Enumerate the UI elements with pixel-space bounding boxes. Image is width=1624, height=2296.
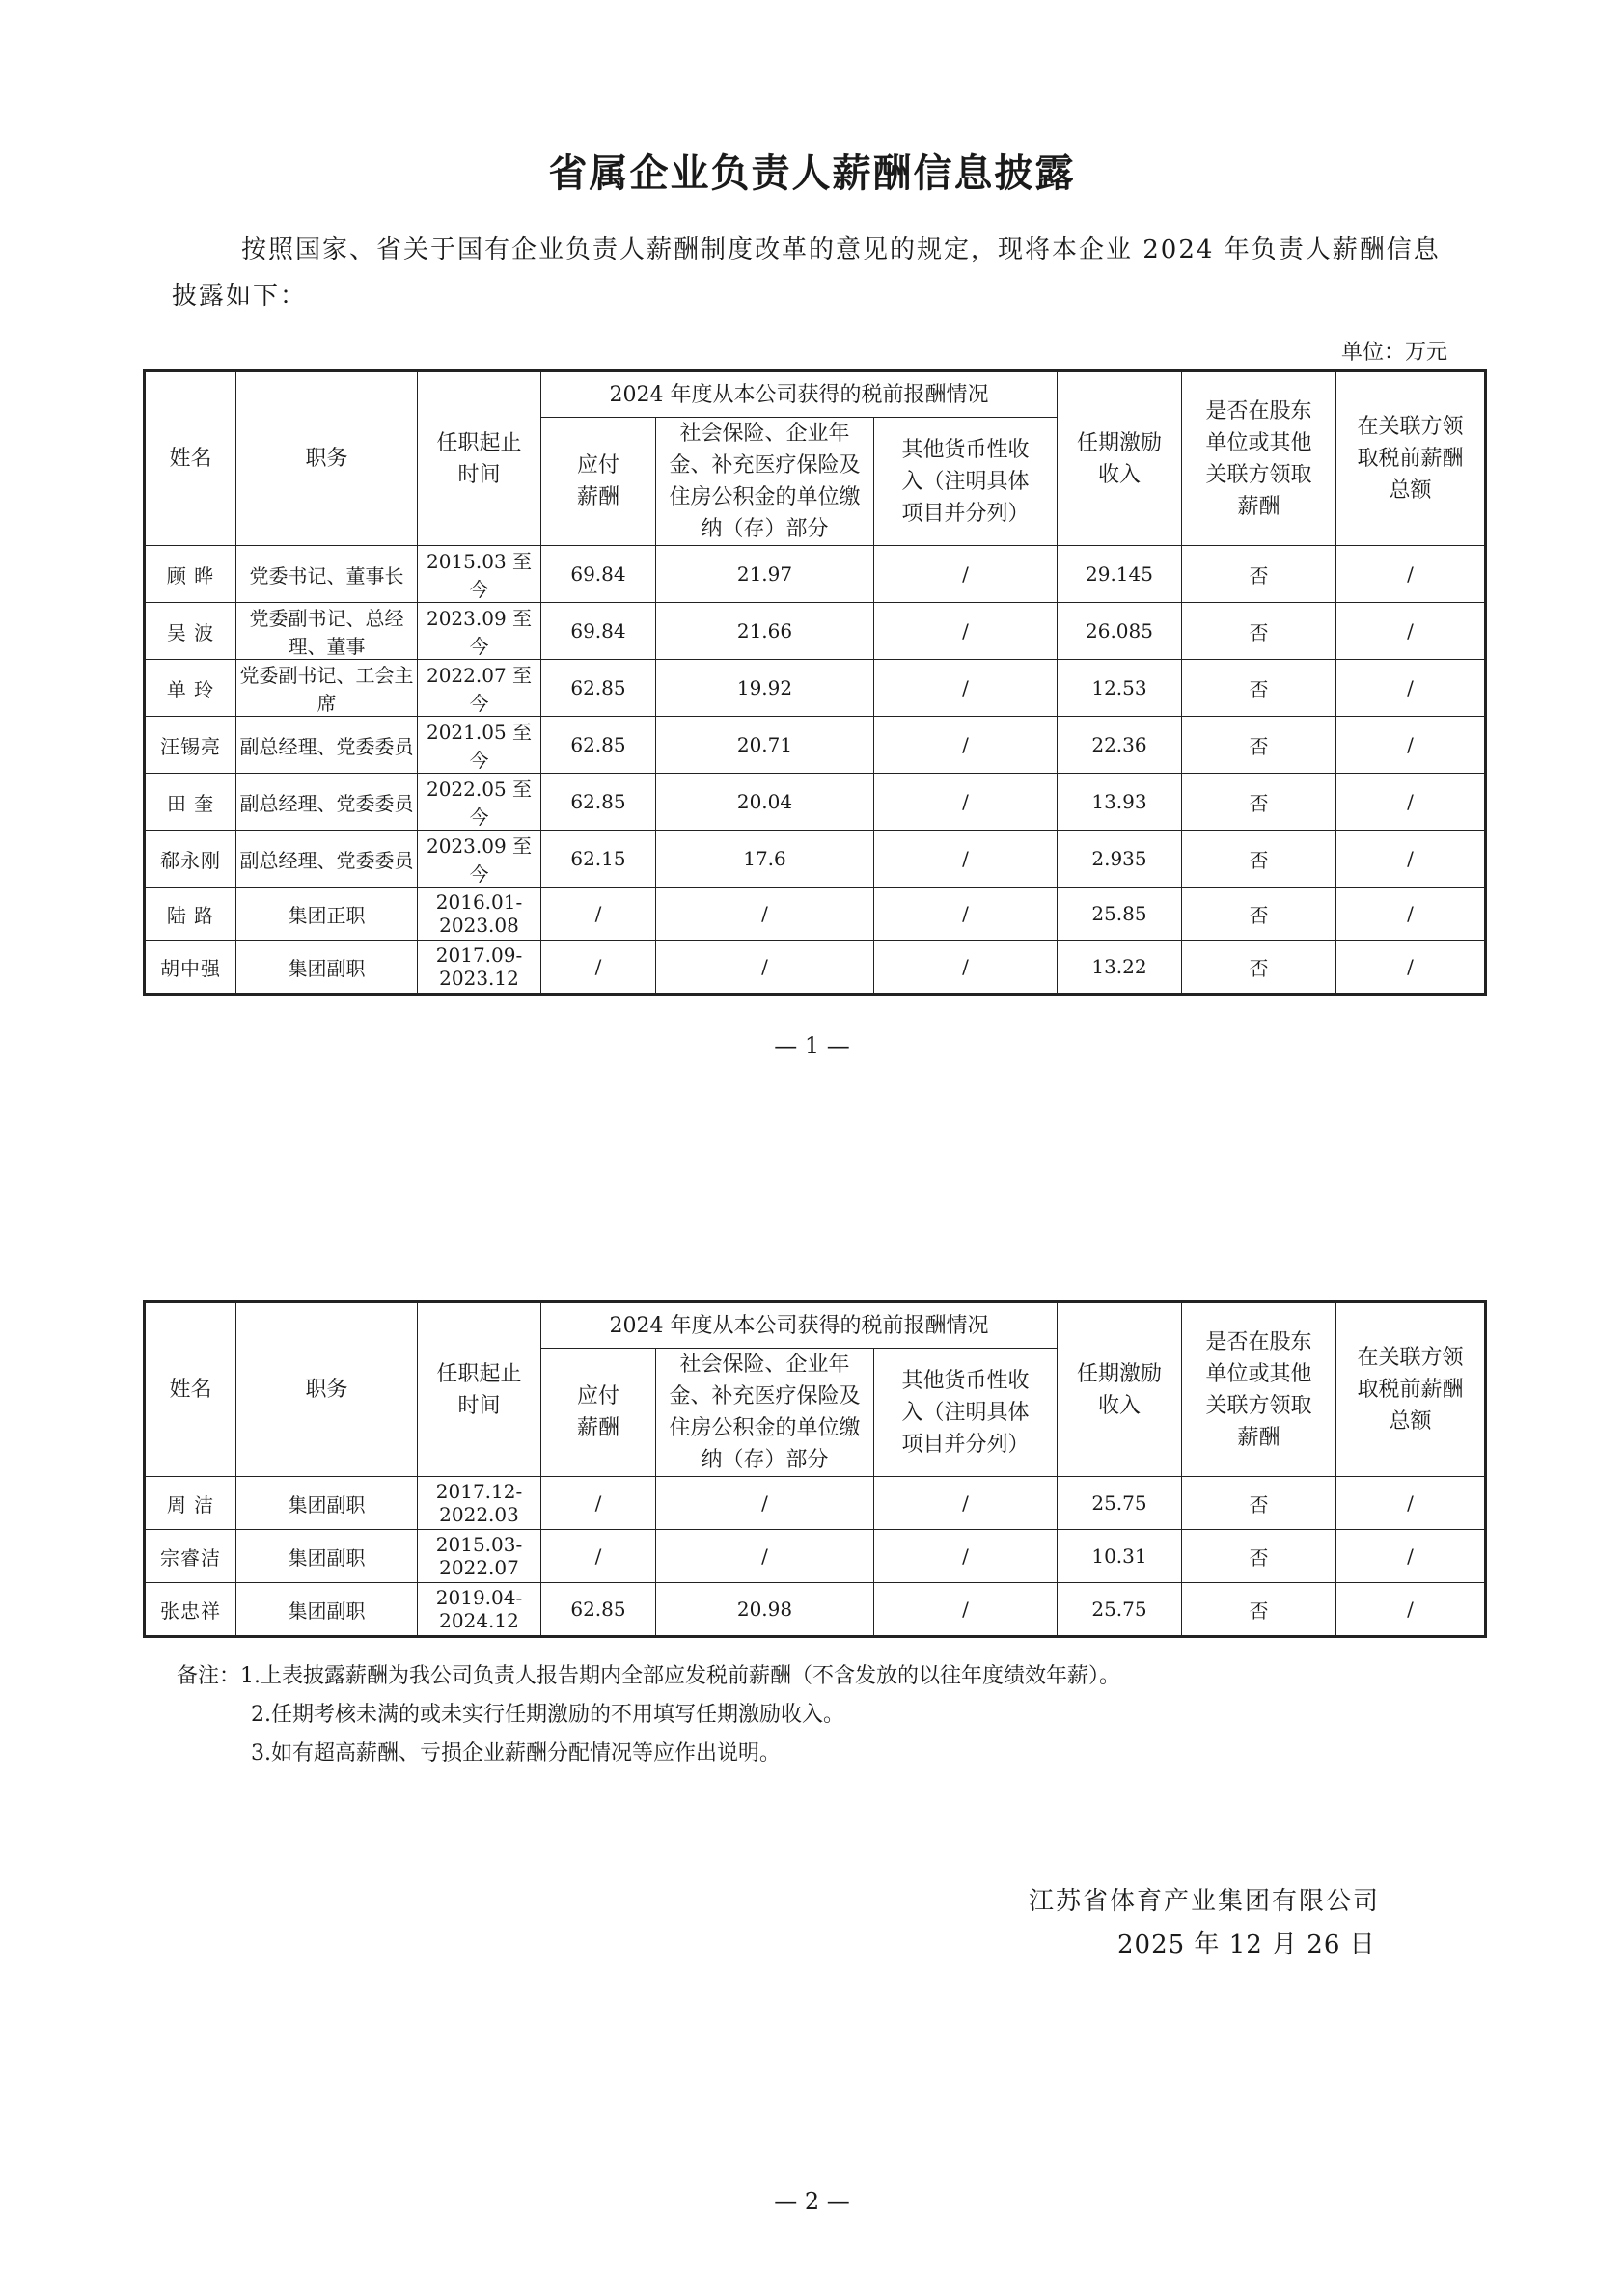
cell-related: 否 bbox=[1182, 603, 1336, 660]
cell-related: 否 bbox=[1182, 660, 1336, 717]
header-pay-group: 2024 年度从本公司获得的税前报酬情况 bbox=[541, 371, 1058, 418]
cell-other: / bbox=[874, 660, 1058, 717]
cell-related: 否 bbox=[1182, 1477, 1336, 1530]
cell-insurance: 20.98 bbox=[656, 1583, 874, 1637]
cell-position: 集团副职 bbox=[236, 1530, 418, 1583]
cell-incentive: 29.145 bbox=[1058, 546, 1182, 603]
cell-term: 2017.09- 2023.12 bbox=[418, 941, 541, 995]
cell-term: 2016.01- 2023.08 bbox=[418, 888, 541, 941]
cell-salary: 62.85 bbox=[541, 774, 656, 831]
cell-position: 副总经理、党委委员 bbox=[236, 774, 418, 831]
cell-incentive: 25.85 bbox=[1058, 888, 1182, 941]
cell-term: 2023.09 至今 bbox=[418, 603, 541, 660]
cell-position: 集团副职 bbox=[236, 941, 418, 995]
cell-insurance: / bbox=[656, 1530, 874, 1583]
note-2: 2.任期考核未满的或未实行任期激励的不用填写任期激励收入。 bbox=[251, 1703, 844, 1727]
unit-label: 单位：万元 bbox=[1340, 341, 1447, 365]
cell-related-total: / bbox=[1336, 941, 1486, 995]
cell-name: 汪锡亮 bbox=[145, 717, 236, 774]
cell-insurance: 17.6 bbox=[656, 831, 874, 888]
header-related-total: 在关联方领取税前薪酬总额 bbox=[1336, 371, 1486, 546]
cell-position: 集团副职 bbox=[236, 1477, 418, 1530]
cell-related: 否 bbox=[1182, 888, 1336, 941]
cell-salary: / bbox=[541, 1530, 656, 1583]
table-row bbox=[145, 603, 1486, 660]
note-1: 备注：1.上表披露薪酬为我公司负责人报告期内全部应发税前薪酬（不含发放的以往年度绩效年薪）。 bbox=[177, 1664, 1120, 1688]
cell-incentive: 13.22 bbox=[1058, 941, 1182, 995]
cell-insurance: 19.92 bbox=[656, 660, 874, 717]
cell-related-total: / bbox=[1336, 717, 1486, 774]
cell-other: / bbox=[874, 1477, 1058, 1530]
cell-related-total: / bbox=[1336, 1583, 1486, 1637]
header-incentive: 任期激励收入 bbox=[1058, 371, 1182, 546]
cell-name: 单 玲 bbox=[145, 660, 236, 717]
cell-incentive: 22.36 bbox=[1058, 717, 1182, 774]
table-row bbox=[145, 941, 1486, 995]
cell-position: 副总经理、党委委员 bbox=[236, 831, 418, 888]
header-name: 姓名 bbox=[145, 371, 236, 546]
cell-other: / bbox=[874, 888, 1058, 941]
cell-term: 2023.09 至今 bbox=[418, 831, 541, 888]
cell-position: 党委书记、董事长 bbox=[236, 546, 418, 603]
cell-salary: 62.15 bbox=[541, 831, 656, 888]
cell-other: / bbox=[874, 1583, 1058, 1637]
cell-related-total: / bbox=[1336, 603, 1486, 660]
cell-salary: 69.84 bbox=[541, 546, 656, 603]
cell-term: 2015.03 至今 bbox=[418, 546, 541, 603]
cell-other: / bbox=[874, 774, 1058, 831]
cell-name: 田 奎 bbox=[145, 774, 236, 831]
salary-table-page2 bbox=[143, 1300, 1487, 1638]
cell-name: 周 洁 bbox=[145, 1477, 236, 1530]
cell-salary: 69.84 bbox=[541, 603, 656, 660]
table-row bbox=[145, 1583, 1486, 1637]
page-number-2: — 2 — bbox=[774, 2188, 850, 2215]
table-row bbox=[145, 717, 1486, 774]
header-other: 其他货币性收入（注明具体项目并分列） bbox=[874, 418, 1058, 546]
cell-salary: 62.85 bbox=[541, 1583, 656, 1637]
cell-related: 否 bbox=[1182, 717, 1336, 774]
cell-incentive: 10.31 bbox=[1058, 1530, 1182, 1583]
cell-related-total: / bbox=[1336, 1530, 1486, 1583]
cell-name: 胡中强 bbox=[145, 941, 236, 995]
cell-related-total: / bbox=[1336, 546, 1486, 603]
cell-position: 党委副书记、工会主席 bbox=[236, 660, 418, 717]
header-salary: 应付薪酬 bbox=[541, 418, 656, 546]
cell-name: 张忠祥 bbox=[145, 1583, 236, 1637]
cell-other: / bbox=[874, 603, 1058, 660]
header-related-total: 在关联方领取税前薪酬总额 bbox=[1336, 1302, 1486, 1477]
cell-related: 否 bbox=[1182, 831, 1336, 888]
cell-related: 否 bbox=[1182, 546, 1336, 603]
cell-other: / bbox=[874, 941, 1058, 995]
cell-salary: 62.85 bbox=[541, 660, 656, 717]
table-row bbox=[145, 546, 1486, 603]
cell-other: / bbox=[874, 717, 1058, 774]
table-row bbox=[145, 1477, 1486, 1530]
intro-paragraph: 按照国家、省关于国有企业负责人薪酬制度改革的意见的规定，现将本企业 2024 年负责人薪酬信息披露如下： bbox=[172, 235, 1441, 311]
cell-position: 党委副书记、总经理、董事 bbox=[236, 603, 418, 660]
header-related: 是否在股东单位或其他关联方领取薪酬 bbox=[1182, 1302, 1336, 1477]
cell-incentive: 25.75 bbox=[1058, 1583, 1182, 1637]
header-insurance: 社会保险、企业年金、补充医疗保险及住房公积金的单位缴纳（存）部分 bbox=[656, 1349, 874, 1477]
header-insurance: 社会保险、企业年金、补充医疗保险及住房公积金的单位缴纳（存）部分 bbox=[656, 418, 874, 546]
cell-other: / bbox=[874, 1530, 1058, 1583]
table-row bbox=[145, 831, 1486, 888]
header-name: 姓名 bbox=[145, 1302, 236, 1477]
cell-term: 2019.04- 2024.12 bbox=[418, 1583, 541, 1637]
cell-position: 集团副职 bbox=[236, 1583, 418, 1637]
header-related: 是否在股东单位或其他关联方领取薪酬 bbox=[1182, 371, 1336, 546]
document-title: 省属企业负责人薪酬信息披露 bbox=[548, 150, 1076, 196]
cell-salary: / bbox=[541, 888, 656, 941]
header-pay-group: 2024 年度从本公司获得的税前报酬情况 bbox=[541, 1302, 1058, 1349]
cell-position: 集团正职 bbox=[236, 888, 418, 941]
company-signature: 江苏省体育产业集团有限公司 bbox=[1029, 1887, 1381, 1916]
cell-incentive: 26.085 bbox=[1058, 603, 1182, 660]
cell-name: 顾 晔 bbox=[145, 546, 236, 603]
cell-related-total: / bbox=[1336, 1477, 1486, 1530]
cell-insurance: 20.04 bbox=[656, 774, 874, 831]
signature-date: 2025 年 12 月 26 日 bbox=[1117, 1930, 1376, 1959]
cell-other: / bbox=[874, 546, 1058, 603]
cell-salary: 62.85 bbox=[541, 717, 656, 774]
cell-incentive: 12.53 bbox=[1058, 660, 1182, 717]
cell-name: 吴 波 bbox=[145, 603, 236, 660]
cell-salary: / bbox=[541, 941, 656, 995]
cell-name: 陆 路 bbox=[145, 888, 236, 941]
table-row bbox=[145, 774, 1486, 831]
header-term: 任职起止时间 bbox=[418, 1302, 541, 1477]
cell-related: 否 bbox=[1182, 1530, 1336, 1583]
cell-incentive: 2.935 bbox=[1058, 831, 1182, 888]
cell-related-total: / bbox=[1336, 774, 1486, 831]
cell-term: 2021.05 至今 bbox=[418, 717, 541, 774]
cell-insurance: 20.71 bbox=[656, 717, 874, 774]
cell-incentive: 13.93 bbox=[1058, 774, 1182, 831]
cell-salary: / bbox=[541, 1477, 656, 1530]
cell-related-total: / bbox=[1336, 831, 1486, 888]
cell-name: 宗睿洁 bbox=[145, 1530, 236, 1583]
header-salary: 应付薪酬 bbox=[541, 1349, 656, 1477]
cell-incentive: 25.75 bbox=[1058, 1477, 1182, 1530]
cell-other: / bbox=[874, 831, 1058, 888]
cell-term: 2022.07 至今 bbox=[418, 660, 541, 717]
header-incentive: 任期激励收入 bbox=[1058, 1302, 1182, 1477]
cell-related: 否 bbox=[1182, 774, 1336, 831]
cell-insurance: 21.66 bbox=[656, 603, 874, 660]
cell-related: 否 bbox=[1182, 941, 1336, 995]
cell-insurance: / bbox=[656, 941, 874, 995]
header-position: 职务 bbox=[236, 1302, 418, 1477]
table-row bbox=[145, 1530, 1486, 1583]
cell-term: 2017.12- 2022.03 bbox=[418, 1477, 541, 1530]
cell-insurance: / bbox=[656, 1477, 874, 1530]
cell-insurance: / bbox=[656, 888, 874, 941]
header-other: 其他货币性收入（注明具体项目并分列） bbox=[874, 1349, 1058, 1477]
notes-section bbox=[177, 1657, 1120, 1773]
salary-table-page1 bbox=[143, 369, 1487, 996]
header-position: 职务 bbox=[236, 371, 418, 546]
cell-term: 2022.05 至今 bbox=[418, 774, 541, 831]
cell-name: 郗永刚 bbox=[145, 831, 236, 888]
cell-term: 2015.03- 2022.07 bbox=[418, 1530, 541, 1583]
table-row bbox=[145, 888, 1486, 941]
header-term: 任职起止时间 bbox=[418, 371, 541, 546]
cell-related-total: / bbox=[1336, 888, 1486, 941]
cell-related: 否 bbox=[1182, 1583, 1336, 1637]
cell-insurance: 21.97 bbox=[656, 546, 874, 603]
note-3: 3.如有超高薪酬、亏损企业薪酬分配情况等应作出说明。 bbox=[251, 1741, 781, 1765]
cell-related-total: / bbox=[1336, 660, 1486, 717]
page-number-1: — 1 — bbox=[774, 1032, 850, 1059]
cell-position: 副总经理、党委委员 bbox=[236, 717, 418, 774]
table-row bbox=[145, 660, 1486, 717]
